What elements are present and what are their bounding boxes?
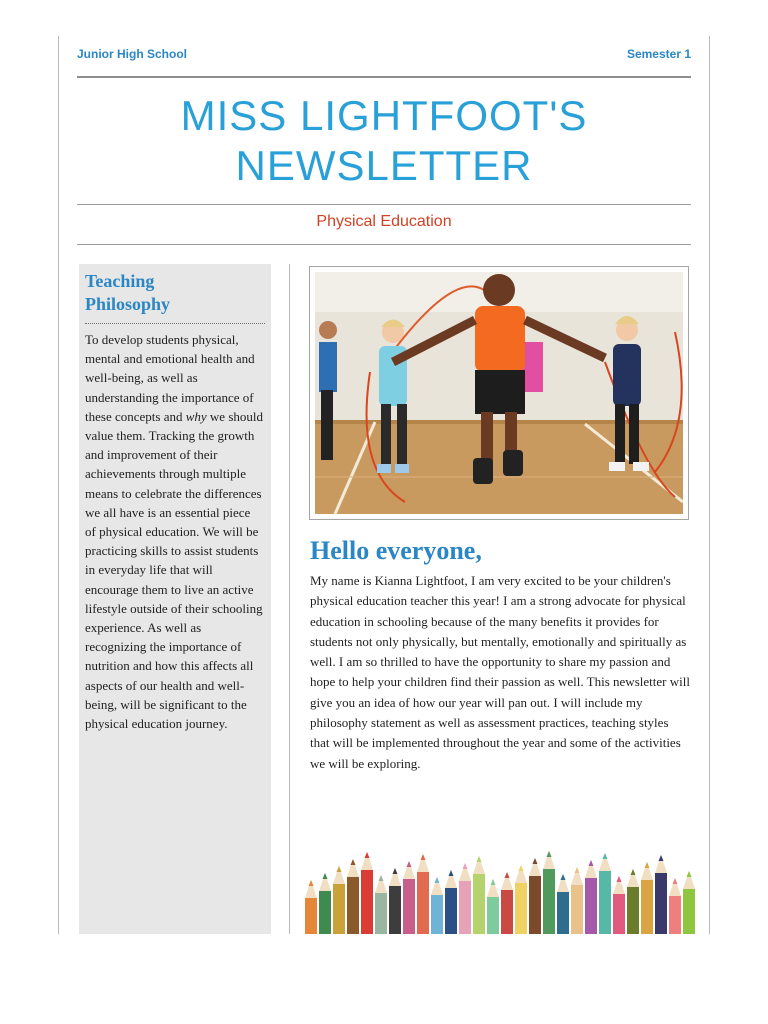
newsletter-title-line2: NEWSLETTER — [235, 142, 533, 189]
pencil — [543, 851, 555, 934]
sidebar-heading-line2: Philosophy — [85, 294, 171, 314]
philosophy-text-part2: we should value them. Tracking the growth and improvement of their achievements through multiple means to celebrate the differences we all have is an essential piece of physical education. We will be practicing skills to assist students in everyday life that will encourage them to live an active lifestyle outside of their schooling experience. As well as recognizing the importance of nutrition and how this affects all aspects of our health and well-being, will be significant to the physical education journey. — [85, 408, 264, 732]
sidebar-dotted-divider — [85, 323, 265, 324]
pencil — [347, 859, 359, 934]
pencil — [417, 854, 429, 934]
sidebar-heading-line1: Teaching — [85, 271, 155, 291]
semester-label: Semester 1 — [626, 47, 691, 61]
pencil — [627, 869, 639, 934]
philosophy-text — [85, 330, 263, 733]
pencil — [585, 860, 597, 934]
pencil — [655, 855, 667, 934]
pencil — [431, 877, 443, 934]
greeting-heading: Hello everyone, — [310, 536, 482, 565]
colored-pencils-illustration — [304, 838, 696, 934]
pencil — [557, 874, 569, 934]
pencil — [403, 861, 415, 934]
pencil — [613, 876, 625, 934]
pencil — [473, 856, 485, 934]
pencil — [501, 872, 513, 934]
jump-rope-photo — [309, 266, 689, 520]
subject-heading: Physical Education — [316, 213, 452, 230]
pencil — [319, 873, 331, 934]
column-divider — [289, 264, 290, 934]
left-margin-line — [58, 36, 59, 934]
title-rule — [77, 204, 691, 205]
pencil — [305, 880, 317, 934]
school-label: Junior High School — [77, 47, 187, 61]
pencil — [515, 865, 527, 934]
philosophy-text-part1: To develop students physical, mental and emotional health and well-being, as well as understanding the importance of these concepts and — [85, 332, 255, 424]
pencil — [333, 866, 345, 934]
pencil — [487, 879, 499, 934]
pencil — [669, 878, 681, 934]
pencil — [361, 852, 373, 934]
philosophy-sidebar — [79, 264, 271, 934]
sidebar-heading — [85, 270, 261, 316]
newsletter-title-line1: MISS LIGHTFOOT'S — [180, 92, 588, 139]
pencil — [445, 870, 457, 934]
pencil — [459, 863, 471, 934]
philosophy-text-emphasis: why — [185, 408, 207, 424]
pencil — [389, 868, 401, 934]
right-margin-line — [709, 36, 710, 934]
pencil — [599, 853, 611, 934]
header-rule — [77, 76, 691, 78]
pencil — [571, 867, 583, 934]
pencil — [641, 862, 653, 934]
intro-paragraph: My name is Kianna Lightfoot, I am very excited to be your children's physical education teacher this year! I am a strong advocate for physical education in schooling because of the many benefits it provides for students not only physically, but mentally, emotionally and spiritually as well. I am so thrilled to have the opportunity to share my passion and hope to help your children find their passion as well. This newsletter will give you an idea of how our year will pan out. I will include my philosophy statement as well as assessment practices, teaching styles that will be implemented throughout the year and some of the activities we will be exploring. — [310, 573, 690, 771]
pencil — [375, 875, 387, 934]
pencil — [683, 871, 695, 934]
subject-rule — [77, 244, 691, 245]
pencil — [529, 858, 541, 934]
gym-scene-image — [315, 272, 683, 514]
